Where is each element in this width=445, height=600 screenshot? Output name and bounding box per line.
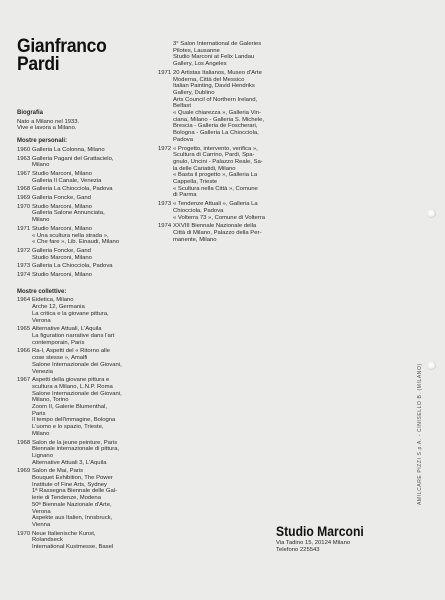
exhibition-entry xyxy=(17,263,155,270)
exhibition-line: Galleria La Chiocciola, Padova xyxy=(32,263,113,270)
exhibition-line: Galleria Foncke, Gand xyxy=(32,195,91,202)
exhibition-details xyxy=(173,146,286,200)
mostre-collettive-list xyxy=(17,297,155,550)
exhibition-line: Il tempo dell'immagine, Bologna xyxy=(32,417,116,424)
exhibition-year: 1968 xyxy=(17,186,31,193)
exhibition-line: Venezia xyxy=(32,368,53,375)
exhibition-line: « Progetto, intervento, verifica », xyxy=(173,145,258,152)
exhibition-details xyxy=(32,186,155,193)
exhibition-line: Milano, Torino xyxy=(32,397,69,404)
exhibition-details xyxy=(32,248,155,261)
exhibition-line: 1ª Rassegna Biennale delle Gal- xyxy=(32,488,118,495)
exhibition-line: Milano xyxy=(32,430,50,437)
artist-first-name: Gianfranco xyxy=(17,36,107,57)
exhibition-details xyxy=(32,204,155,224)
exhibition-details xyxy=(173,41,286,68)
exhibition-entry xyxy=(17,468,155,528)
exhibition-line: Aspekte aus Italien, Innsbruck, xyxy=(32,515,113,522)
exhibition-entry xyxy=(17,147,155,154)
exhibition-entry xyxy=(158,41,286,68)
exhibition-line: gnulo, Uncini - Palazzo Reale, Sa- xyxy=(173,158,263,165)
exhibition-line: Italian Painting, David Hendriks xyxy=(173,83,255,90)
exhibition-entry xyxy=(17,377,155,437)
exhibition-line: Studio Marconi, Milano xyxy=(32,254,92,261)
exhibition-details xyxy=(32,156,155,169)
exhibition-details xyxy=(32,171,155,184)
studio-block xyxy=(276,525,374,553)
exhibition-line: Lignano xyxy=(32,452,53,459)
exhibition-entry xyxy=(158,70,286,144)
exhibition-details xyxy=(32,377,155,437)
exhibition-line: La critica e la giovane pittura, xyxy=(32,310,109,317)
biografia-line: Vive e lavora a Milano. xyxy=(17,125,77,132)
exhibition-line: La figuration narrative dans l'art xyxy=(32,332,115,339)
exhibition-details xyxy=(32,226,155,246)
exhibition-entry xyxy=(17,297,155,324)
exhibition-entry xyxy=(17,186,155,193)
exhibition-details xyxy=(32,147,155,154)
exhibition-details xyxy=(173,70,286,144)
exhibition-line: Scultura di Carrino, Pardi, Spa- xyxy=(173,152,255,159)
exhibition-entry xyxy=(17,156,155,169)
exhibition-line: Studio Marconi at Felix Landau xyxy=(173,54,255,61)
exhibition-line: Salon de Mai, Paris xyxy=(32,468,84,475)
exhibition-year: 1968 xyxy=(17,439,31,446)
exhibition-line: 3° Salon International de Galeries xyxy=(173,41,262,47)
exhibition-line: Galleria Salone Annunciata, xyxy=(32,210,105,217)
exhibition-line: Galleria La Chiocciola, Padova xyxy=(32,186,113,193)
exhibition-line: Milano xyxy=(32,217,50,224)
exhibition-details xyxy=(32,297,155,324)
exhibition-entry xyxy=(17,195,155,202)
exhibition-line: Brescia - Galleria de Foscherari, xyxy=(173,123,258,130)
exhibition-line: International Kustmesse, Basel xyxy=(32,544,114,551)
exhibition-line: Chiocciola, Padova xyxy=(173,207,224,214)
exhibition-year: 1971 xyxy=(158,69,172,76)
exhibition-details xyxy=(32,531,155,551)
exhibition-details xyxy=(32,272,155,279)
binder-hole-icon xyxy=(427,209,436,218)
exhibition-line: « Quale chiarezza », Galleria Vin- xyxy=(173,110,261,117)
exhibition-entry xyxy=(17,226,155,246)
exhibition-line: Galleria Il Canale, Venezia xyxy=(32,177,102,184)
exhibition-line: Studio Marconi, Milano xyxy=(32,272,92,279)
exhibition-line: « Che fare », Lib. Einaudi, Milano xyxy=(32,239,120,246)
exhibition-entry xyxy=(158,223,286,243)
exhibition-details xyxy=(173,201,286,221)
exhibition-line: Biennale internazionale di pittura, xyxy=(32,446,120,453)
studio-name: Studio Marconi xyxy=(276,524,364,539)
exhibition-line: Galleria La Colonna, Milano xyxy=(32,146,105,153)
exhibition-line: Bologna - Galleria La Chiocciola, xyxy=(173,130,259,137)
exhibition-line: XXVIII Biennale Nazionale della xyxy=(173,223,257,230)
exhibition-line: Gallery, Los Angeles xyxy=(173,61,227,68)
exhibition-line: Studio Marconi, Milano xyxy=(32,170,92,177)
exhibition-year: 1960 xyxy=(17,146,31,153)
exhibition-line: « Scultura nella Città », Comune xyxy=(173,185,258,192)
exhibition-entry xyxy=(17,440,155,467)
exhibition-details xyxy=(32,195,155,202)
biografia-heading: Biografia xyxy=(17,110,44,116)
exhibition-line: « Volterra 73 », Comune di Volterra xyxy=(173,214,266,221)
exhibition-entry xyxy=(158,146,286,200)
exhibition-year: 1969 xyxy=(17,195,31,202)
right-column xyxy=(158,41,286,243)
exhibition-entry xyxy=(158,201,286,221)
studio-phone: Telefono 225543 xyxy=(276,546,320,553)
exhibition-line: Verona xyxy=(32,508,51,515)
exhibition-entry xyxy=(17,326,155,346)
exhibition-line: Cappella, Trieste xyxy=(173,179,218,186)
exhibition-line: contemporain, Paris xyxy=(32,339,85,346)
exhibition-line: Galleria Pagani del Grattacielo, xyxy=(32,155,114,162)
exhibition-details xyxy=(32,348,155,375)
exhibition-line: manente, Milano xyxy=(173,236,217,243)
exhibition-year: 1963 xyxy=(17,155,31,162)
exhibition-line: Studio Marconi, Milano xyxy=(32,203,92,210)
exhibition-line: Vienna xyxy=(32,521,51,528)
exhibition-year: 1970 xyxy=(17,530,31,537)
exhibition-year: 1974 xyxy=(17,272,31,279)
exhibition-entry xyxy=(17,272,155,279)
exhibition-year: 1965 xyxy=(17,326,31,333)
exhibition-line: ciana, Milano - Galleria S. Michele, xyxy=(173,116,265,123)
exhibition-details xyxy=(173,223,286,243)
exhibition-line: Salone Internazionale dei Giovani, xyxy=(32,361,122,368)
exhibition-year xyxy=(158,41,173,68)
exhibition-year: 1969 xyxy=(17,468,31,475)
exhibition-line: Belfast xyxy=(173,103,192,110)
exhibition-details xyxy=(32,326,155,346)
mostre-personali-list xyxy=(17,147,155,279)
mostre-collettive-heading: Mostre collettive: xyxy=(17,288,67,295)
exhibition-line: Città di Milano, Palazzo della Per- xyxy=(173,229,262,236)
exhibition-year: 1964 xyxy=(17,297,31,304)
exhibition-entry xyxy=(17,348,155,375)
exhibition-line: Gallery, Dublino xyxy=(173,89,215,96)
exhibition-line: Bouquet Exhibition, The Power xyxy=(32,475,113,482)
exhibition-line: « Una scultura nella strada », xyxy=(32,232,109,239)
exhibition-line: Studio Marconi, Milano xyxy=(32,225,92,232)
biografia-line: Nato a Milano nel 1933. xyxy=(17,118,80,125)
exhibition-year: 1970 xyxy=(17,203,31,210)
exhibition-line: Pilotes, Lausanne xyxy=(173,47,220,54)
artist-name xyxy=(17,38,107,74)
exhibition-year: 1967 xyxy=(17,377,31,384)
exhibition-year: 1967 xyxy=(17,170,31,177)
exhibition-entry xyxy=(17,531,155,551)
mostre-personali-heading: Mostre personali: xyxy=(17,138,68,145)
exhibition-line: Verona xyxy=(32,317,51,324)
exhibition-line: lerie di Tendenze, Modena xyxy=(32,495,101,502)
exhibition-line: Neue Italienische Kunst, xyxy=(32,530,96,537)
exhibition-line: cose stesse », Amalfi xyxy=(32,355,88,362)
exhibition-line: L'uomo e lo spazio, Trieste, xyxy=(32,424,104,431)
exhibition-line: la delle Cariatidi, Milano xyxy=(173,165,236,172)
printer-credit: AMILCARE PIZZI S.p.A. - CINISELLO B. (MILANO) xyxy=(417,363,423,505)
exhibition-line: Padova xyxy=(173,136,193,143)
exhibition-details xyxy=(32,440,155,467)
binder-hole-icon xyxy=(427,361,436,370)
exhibition-entry xyxy=(17,171,155,184)
exhibition-entry xyxy=(17,204,155,224)
exhibition-line: Institute of Fine Arts, Sydney xyxy=(32,481,107,488)
exhibition-line: Moderna, Città del Messico xyxy=(173,76,245,83)
exhibition-line: Aspetti della giovane pittura e xyxy=(32,377,110,384)
studio-address: Via Tadino 15, 20124 Milano xyxy=(276,540,351,546)
exhibition-line: Alternative Attuali, L'Aquila xyxy=(32,326,102,333)
exhibition-year: 1973 xyxy=(158,201,172,208)
exhibition-details xyxy=(32,468,155,528)
exhibition-line: Ra-I, Aspetti del « Ritorno alle xyxy=(32,348,110,355)
exhibition-year: 1972 xyxy=(158,145,172,152)
exhibition-year: 1971 xyxy=(17,225,31,232)
exhibition-year: 1966 xyxy=(17,348,31,355)
exhibition-line: Salone Internazionale dei Giovani, xyxy=(32,390,122,397)
exhibition-line: « Tendenze Attuali », Galleria La xyxy=(173,201,258,208)
exhibition-line: « Basta il progetto », Galleria La xyxy=(173,172,258,179)
exhibition-line: 50ª Biennale Nazionale d'Arte, xyxy=(32,501,112,508)
exhibition-line: Arche 12, Germania xyxy=(32,304,85,311)
mostre-collettive-continued-list xyxy=(158,41,286,243)
exhibition-year: 1972 xyxy=(17,247,31,254)
exhibition-line: Alternative Attuali 3, L'Aquila xyxy=(32,459,107,466)
exhibition-year: 1973 xyxy=(17,263,31,270)
exhibition-line: 20 Artistas Italianos, Museo d'Arte xyxy=(173,69,262,76)
exhibition-line: Zoom II, Galerie Blumenthal, xyxy=(32,404,107,411)
left-column xyxy=(17,110,155,551)
exhibition-line: scultura a Milano, L.N.P. Roma xyxy=(32,383,113,390)
exhibition-line: Salon de la jeune peinture, Paris xyxy=(32,439,118,446)
exhibition-line: Rolandseck xyxy=(32,537,63,544)
exhibition-year: 1974 xyxy=(158,223,172,230)
exhibition-line: di Parma xyxy=(173,192,197,199)
exhibition-line: Galleria Foncke, Gand xyxy=(32,247,91,254)
exhibition-line: Arts Council of Northern Ireland, xyxy=(173,96,258,103)
exhibition-entry xyxy=(17,248,155,261)
exhibition-line: Milano xyxy=(32,162,50,169)
exhibition-line: Eidetica, Milano xyxy=(32,297,74,304)
exhibition-details xyxy=(32,263,155,270)
biografia-text xyxy=(17,119,155,132)
exhibition-line: Paris xyxy=(32,410,46,417)
artist-last-name: Pardi xyxy=(17,54,60,75)
